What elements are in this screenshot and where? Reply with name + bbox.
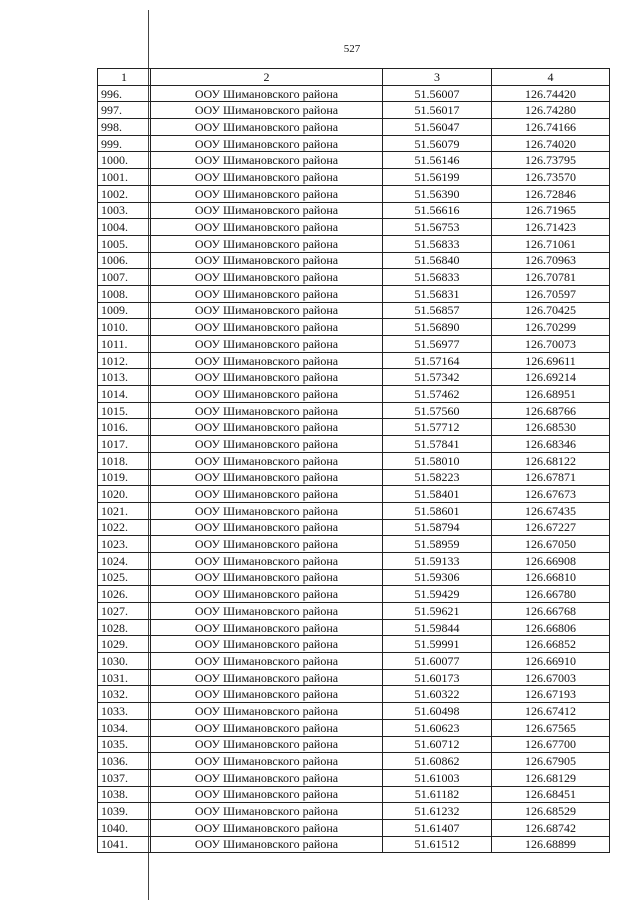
- row-number-cell: 1003.: [98, 202, 151, 219]
- row-number-cell: 1021.: [98, 502, 151, 519]
- table-row: [98, 586, 610, 603]
- latitude-cell: 51.57560: [383, 402, 492, 419]
- row-number-cell: 1033.: [98, 703, 151, 720]
- organization-name-cell: ООУ Шимановского района: [151, 636, 383, 653]
- latitude-cell: 51.56017: [383, 102, 492, 119]
- organization-name-cell: ООУ Шимановского района: [151, 369, 383, 386]
- longitude-cell: 126.72846: [492, 185, 610, 202]
- row-number-cell: 1031.: [98, 669, 151, 686]
- latitude-cell: 51.57841: [383, 436, 492, 453]
- table-row: [98, 519, 610, 536]
- row-number-cell: 1012.: [98, 352, 151, 369]
- latitude-cell: 51.59621: [383, 603, 492, 620]
- table-row: [98, 369, 610, 386]
- row-number-cell: 1039.: [98, 803, 151, 820]
- table-row: [98, 786, 610, 803]
- longitude-cell: 126.67412: [492, 703, 610, 720]
- table-row: [98, 85, 610, 102]
- latitude-cell: 51.56890: [383, 319, 492, 336]
- organization-name-cell: ООУ Шимановского района: [151, 252, 383, 269]
- column-header-2: 2: [151, 69, 383, 86]
- row-number-cell: 1013.: [98, 369, 151, 386]
- table-row: [98, 469, 610, 486]
- longitude-cell: 126.67871: [492, 469, 610, 486]
- table-row: [98, 603, 610, 620]
- table-row: [98, 336, 610, 353]
- organization-name-cell: ООУ Шимановского района: [151, 152, 383, 169]
- organization-name-cell: ООУ Шимановского района: [151, 736, 383, 753]
- longitude-cell: 126.71965: [492, 202, 610, 219]
- row-number-cell: 1037.: [98, 769, 151, 786]
- row-number-cell: 1027.: [98, 603, 151, 620]
- longitude-cell: 126.66806: [492, 619, 610, 636]
- latitude-cell: 51.61407: [383, 819, 492, 836]
- longitude-cell: 126.68742: [492, 819, 610, 836]
- latitude-cell: 51.60623: [383, 719, 492, 736]
- row-number-cell: 996.: [98, 85, 151, 102]
- organization-name-cell: ООУ Шимановского района: [151, 219, 383, 236]
- latitude-cell: 51.56146: [383, 152, 492, 169]
- row-number-cell: 1019.: [98, 469, 151, 486]
- longitude-cell: 126.68766: [492, 402, 610, 419]
- longitude-cell: 126.67227: [492, 519, 610, 536]
- row-number-cell: 1000.: [98, 152, 151, 169]
- row-number-cell: 1036.: [98, 753, 151, 770]
- latitude-cell: 51.59844: [383, 619, 492, 636]
- organization-name-cell: ООУ Шимановского района: [151, 619, 383, 636]
- longitude-cell: 126.74166: [492, 119, 610, 136]
- longitude-cell: 126.69214: [492, 369, 610, 386]
- column-header-4: 4: [492, 69, 610, 86]
- organization-name-cell: ООУ Шимановского района: [151, 536, 383, 553]
- longitude-cell: 126.67565: [492, 719, 610, 736]
- organization-name-cell: ООУ Шимановского района: [151, 202, 383, 219]
- page-number: 527: [343, 43, 361, 55]
- organization-name-cell: ООУ Шимановского района: [151, 502, 383, 519]
- longitude-cell: 126.70597: [492, 285, 610, 302]
- latitude-cell: 51.59429: [383, 586, 492, 603]
- row-number-cell: 1011.: [98, 336, 151, 353]
- longitude-cell: 126.70299: [492, 319, 610, 336]
- longitude-cell: 126.66780: [492, 586, 610, 603]
- row-number-cell: 1024.: [98, 552, 151, 569]
- table-row: [98, 803, 610, 820]
- longitude-cell: 126.67905: [492, 753, 610, 770]
- latitude-cell: 51.56390: [383, 185, 492, 202]
- table-row: [98, 686, 610, 703]
- table-row: [98, 552, 610, 569]
- organization-name-cell: ООУ Шимановского района: [151, 469, 383, 486]
- organization-name-cell: ООУ Шимановского района: [151, 419, 383, 436]
- longitude-cell: 126.73570: [492, 169, 610, 186]
- latitude-cell: 51.61232: [383, 803, 492, 820]
- longitude-cell: 126.70781: [492, 269, 610, 286]
- table-row: [98, 285, 610, 302]
- table-row: [98, 269, 610, 286]
- organization-name-cell: ООУ Шимановского района: [151, 486, 383, 503]
- table-row: [98, 352, 610, 369]
- row-number-cell: 1025.: [98, 569, 151, 586]
- column-header-3: 3: [383, 69, 492, 86]
- table-row: [98, 719, 610, 736]
- row-number-cell: 1035.: [98, 736, 151, 753]
- longitude-cell: 126.66852: [492, 636, 610, 653]
- row-number-cell: 1020.: [98, 486, 151, 503]
- latitude-cell: 51.60712: [383, 736, 492, 753]
- table-row: [98, 819, 610, 836]
- organization-name-cell: ООУ Шимановского района: [151, 769, 383, 786]
- row-number-cell: 1015.: [98, 402, 151, 419]
- table-row: [98, 152, 610, 169]
- row-number-cell: 1022.: [98, 519, 151, 536]
- latitude-cell: 51.57164: [383, 352, 492, 369]
- latitude-cell: 51.59133: [383, 552, 492, 569]
- table-body: [98, 85, 610, 853]
- table-row: [98, 235, 610, 252]
- longitude-cell: 126.67673: [492, 486, 610, 503]
- longitude-cell: 126.68951: [492, 386, 610, 403]
- longitude-cell: 126.68529: [492, 803, 610, 820]
- latitude-cell: 51.56833: [383, 269, 492, 286]
- table-header-row: [98, 69, 610, 86]
- organization-name-cell: ООУ Шимановского района: [151, 452, 383, 469]
- organization-name-cell: ООУ Шимановского района: [151, 85, 383, 102]
- organization-name-cell: ООУ Шимановского района: [151, 552, 383, 569]
- longitude-cell: 126.68530: [492, 419, 610, 436]
- organization-name-cell: ООУ Шимановского района: [151, 336, 383, 353]
- organization-name-cell: ООУ Шимановского района: [151, 269, 383, 286]
- latitude-cell: 51.58223: [383, 469, 492, 486]
- coordinates-table: [97, 68, 610, 853]
- table-row: [98, 436, 610, 453]
- row-number-cell: 1026.: [98, 586, 151, 603]
- row-number-cell: 1016.: [98, 419, 151, 436]
- latitude-cell: 51.57712: [383, 419, 492, 436]
- latitude-cell: 51.56840: [383, 252, 492, 269]
- table-row: [98, 653, 610, 670]
- longitude-cell: 126.66810: [492, 569, 610, 586]
- table-row: [98, 502, 610, 519]
- row-number-cell: 1040.: [98, 819, 151, 836]
- latitude-cell: 51.60322: [383, 686, 492, 703]
- organization-name-cell: ООУ Шимановского района: [151, 169, 383, 186]
- longitude-cell: 126.74420: [492, 85, 610, 102]
- organization-name-cell: ООУ Шимановского района: [151, 603, 383, 620]
- latitude-cell: 51.58601: [383, 502, 492, 519]
- table-row: [98, 486, 610, 503]
- table-row: [98, 185, 610, 202]
- latitude-cell: 51.56833: [383, 235, 492, 252]
- organization-name-cell: ООУ Шимановского района: [151, 569, 383, 586]
- table-row: [98, 319, 610, 336]
- row-number-cell: 1009.: [98, 302, 151, 319]
- table-row: [98, 836, 610, 853]
- row-number-cell: 999.: [98, 135, 151, 152]
- organization-name-cell: ООУ Шимановского района: [151, 519, 383, 536]
- organization-name-cell: ООУ Шимановского района: [151, 436, 383, 453]
- table-row: [98, 669, 610, 686]
- latitude-cell: 51.56857: [383, 302, 492, 319]
- latitude-cell: 51.57462: [383, 386, 492, 403]
- table-row: [98, 386, 610, 403]
- organization-name-cell: ООУ Шимановского района: [151, 119, 383, 136]
- table-row: [98, 452, 610, 469]
- table-row: [98, 619, 610, 636]
- table-row: [98, 536, 610, 553]
- longitude-cell: 126.67435: [492, 502, 610, 519]
- latitude-cell: 51.58010: [383, 452, 492, 469]
- latitude-cell: 51.61512: [383, 836, 492, 853]
- row-number-cell: 1007.: [98, 269, 151, 286]
- latitude-cell: 51.60862: [383, 753, 492, 770]
- row-number-cell: 1005.: [98, 235, 151, 252]
- latitude-cell: 51.56047: [383, 119, 492, 136]
- longitude-cell: 126.66768: [492, 603, 610, 620]
- row-number-cell: 1028.: [98, 619, 151, 636]
- table-row: [98, 102, 610, 119]
- table-row: [98, 736, 610, 753]
- longitude-cell: 126.67003: [492, 669, 610, 686]
- row-number-cell: 1041.: [98, 836, 151, 853]
- organization-name-cell: ООУ Шимановского района: [151, 235, 383, 252]
- table-row: [98, 703, 610, 720]
- table-row: [98, 636, 610, 653]
- organization-name-cell: ООУ Шимановского района: [151, 653, 383, 670]
- organization-name-cell: ООУ Шимановского района: [151, 803, 383, 820]
- table-row: [98, 135, 610, 152]
- organization-name-cell: ООУ Шимановского района: [151, 586, 383, 603]
- latitude-cell: 51.56616: [383, 202, 492, 219]
- organization-name-cell: ООУ Шимановского района: [151, 669, 383, 686]
- longitude-cell: 126.68122: [492, 452, 610, 469]
- longitude-cell: 126.71423: [492, 219, 610, 236]
- organization-name-cell: ООУ Шимановского района: [151, 185, 383, 202]
- row-number-cell: 1034.: [98, 719, 151, 736]
- longitude-cell: 126.71061: [492, 235, 610, 252]
- latitude-cell: 51.56079: [383, 135, 492, 152]
- organization-name-cell: ООУ Шимановского района: [151, 302, 383, 319]
- longitude-cell: 126.66908: [492, 552, 610, 569]
- organization-name-cell: ООУ Шимановского района: [151, 686, 383, 703]
- organization-name-cell: ООУ Шимановского района: [151, 786, 383, 803]
- organization-name-cell: ООУ Шимановского района: [151, 402, 383, 419]
- organization-name-cell: ООУ Шимановского района: [151, 753, 383, 770]
- longitude-cell: 126.67050: [492, 536, 610, 553]
- row-number-cell: 1006.: [98, 252, 151, 269]
- latitude-cell: 51.58401: [383, 486, 492, 503]
- row-number-cell: 1014.: [98, 386, 151, 403]
- longitude-cell: 126.68451: [492, 786, 610, 803]
- row-number-cell: 1010.: [98, 319, 151, 336]
- latitude-cell: 51.60498: [383, 703, 492, 720]
- organization-name-cell: ООУ Шимановского района: [151, 819, 383, 836]
- table-row: [98, 569, 610, 586]
- latitude-cell: 51.56977: [383, 336, 492, 353]
- table-row: [98, 402, 610, 419]
- latitude-cell: 51.60173: [383, 669, 492, 686]
- row-number-cell: 1032.: [98, 686, 151, 703]
- latitude-cell: 51.56007: [383, 85, 492, 102]
- organization-name-cell: ООУ Шимановского района: [151, 319, 383, 336]
- longitude-cell: 126.66910: [492, 653, 610, 670]
- longitude-cell: 126.67700: [492, 736, 610, 753]
- table-row: [98, 252, 610, 269]
- row-number-cell: 1023.: [98, 536, 151, 553]
- table-row: [98, 419, 610, 436]
- row-number-cell: 997.: [98, 102, 151, 119]
- longitude-cell: 126.70073: [492, 336, 610, 353]
- latitude-cell: 51.59991: [383, 636, 492, 653]
- table-row: [98, 202, 610, 219]
- row-number-cell: 1017.: [98, 436, 151, 453]
- organization-name-cell: ООУ Шимановского района: [151, 352, 383, 369]
- longitude-cell: 126.74280: [492, 102, 610, 119]
- row-number-cell: 1038.: [98, 786, 151, 803]
- longitude-cell: 126.67193: [492, 686, 610, 703]
- latitude-cell: 51.58959: [383, 536, 492, 553]
- longitude-cell: 126.70425: [492, 302, 610, 319]
- longitude-cell: 126.73795: [492, 152, 610, 169]
- latitude-cell: 51.56831: [383, 285, 492, 302]
- organization-name-cell: ООУ Шимановского района: [151, 386, 383, 403]
- latitude-cell: 51.56199: [383, 169, 492, 186]
- column-header-1: 1: [98, 69, 151, 86]
- longitude-cell: 126.68346: [492, 436, 610, 453]
- latitude-cell: 51.59306: [383, 569, 492, 586]
- latitude-cell: 51.60077: [383, 653, 492, 670]
- latitude-cell: 51.56753: [383, 219, 492, 236]
- row-number-cell: 1004.: [98, 219, 151, 236]
- row-number-cell: 1001.: [98, 169, 151, 186]
- longitude-cell: 126.74020: [492, 135, 610, 152]
- organization-name-cell: ООУ Шимановского района: [151, 285, 383, 302]
- table-row: [98, 302, 610, 319]
- row-number-cell: 1002.: [98, 185, 151, 202]
- table-row: [98, 769, 610, 786]
- table-row: [98, 753, 610, 770]
- organization-name-cell: ООУ Шимановского района: [151, 719, 383, 736]
- latitude-cell: 51.57342: [383, 369, 492, 386]
- longitude-cell: 126.70963: [492, 252, 610, 269]
- latitude-cell: 51.61003: [383, 769, 492, 786]
- organization-name-cell: ООУ Шимановского района: [151, 135, 383, 152]
- row-number-cell: 1018.: [98, 452, 151, 469]
- table-row: [98, 119, 610, 136]
- latitude-cell: 51.58794: [383, 519, 492, 536]
- organization-name-cell: ООУ Шимановского района: [151, 102, 383, 119]
- row-number-cell: 1029.: [98, 636, 151, 653]
- longitude-cell: 126.68899: [492, 836, 610, 853]
- longitude-cell: 126.69611: [492, 352, 610, 369]
- row-number-cell: 1030.: [98, 653, 151, 670]
- organization-name-cell: ООУ Шимановского района: [151, 703, 383, 720]
- organization-name-cell: ООУ Шимановского района: [151, 836, 383, 853]
- table-row: [98, 169, 610, 186]
- latitude-cell: 51.61182: [383, 786, 492, 803]
- row-number-cell: 1008.: [98, 285, 151, 302]
- table-row: [98, 219, 610, 236]
- row-number-cell: 998.: [98, 119, 151, 136]
- longitude-cell: 126.68129: [492, 769, 610, 786]
